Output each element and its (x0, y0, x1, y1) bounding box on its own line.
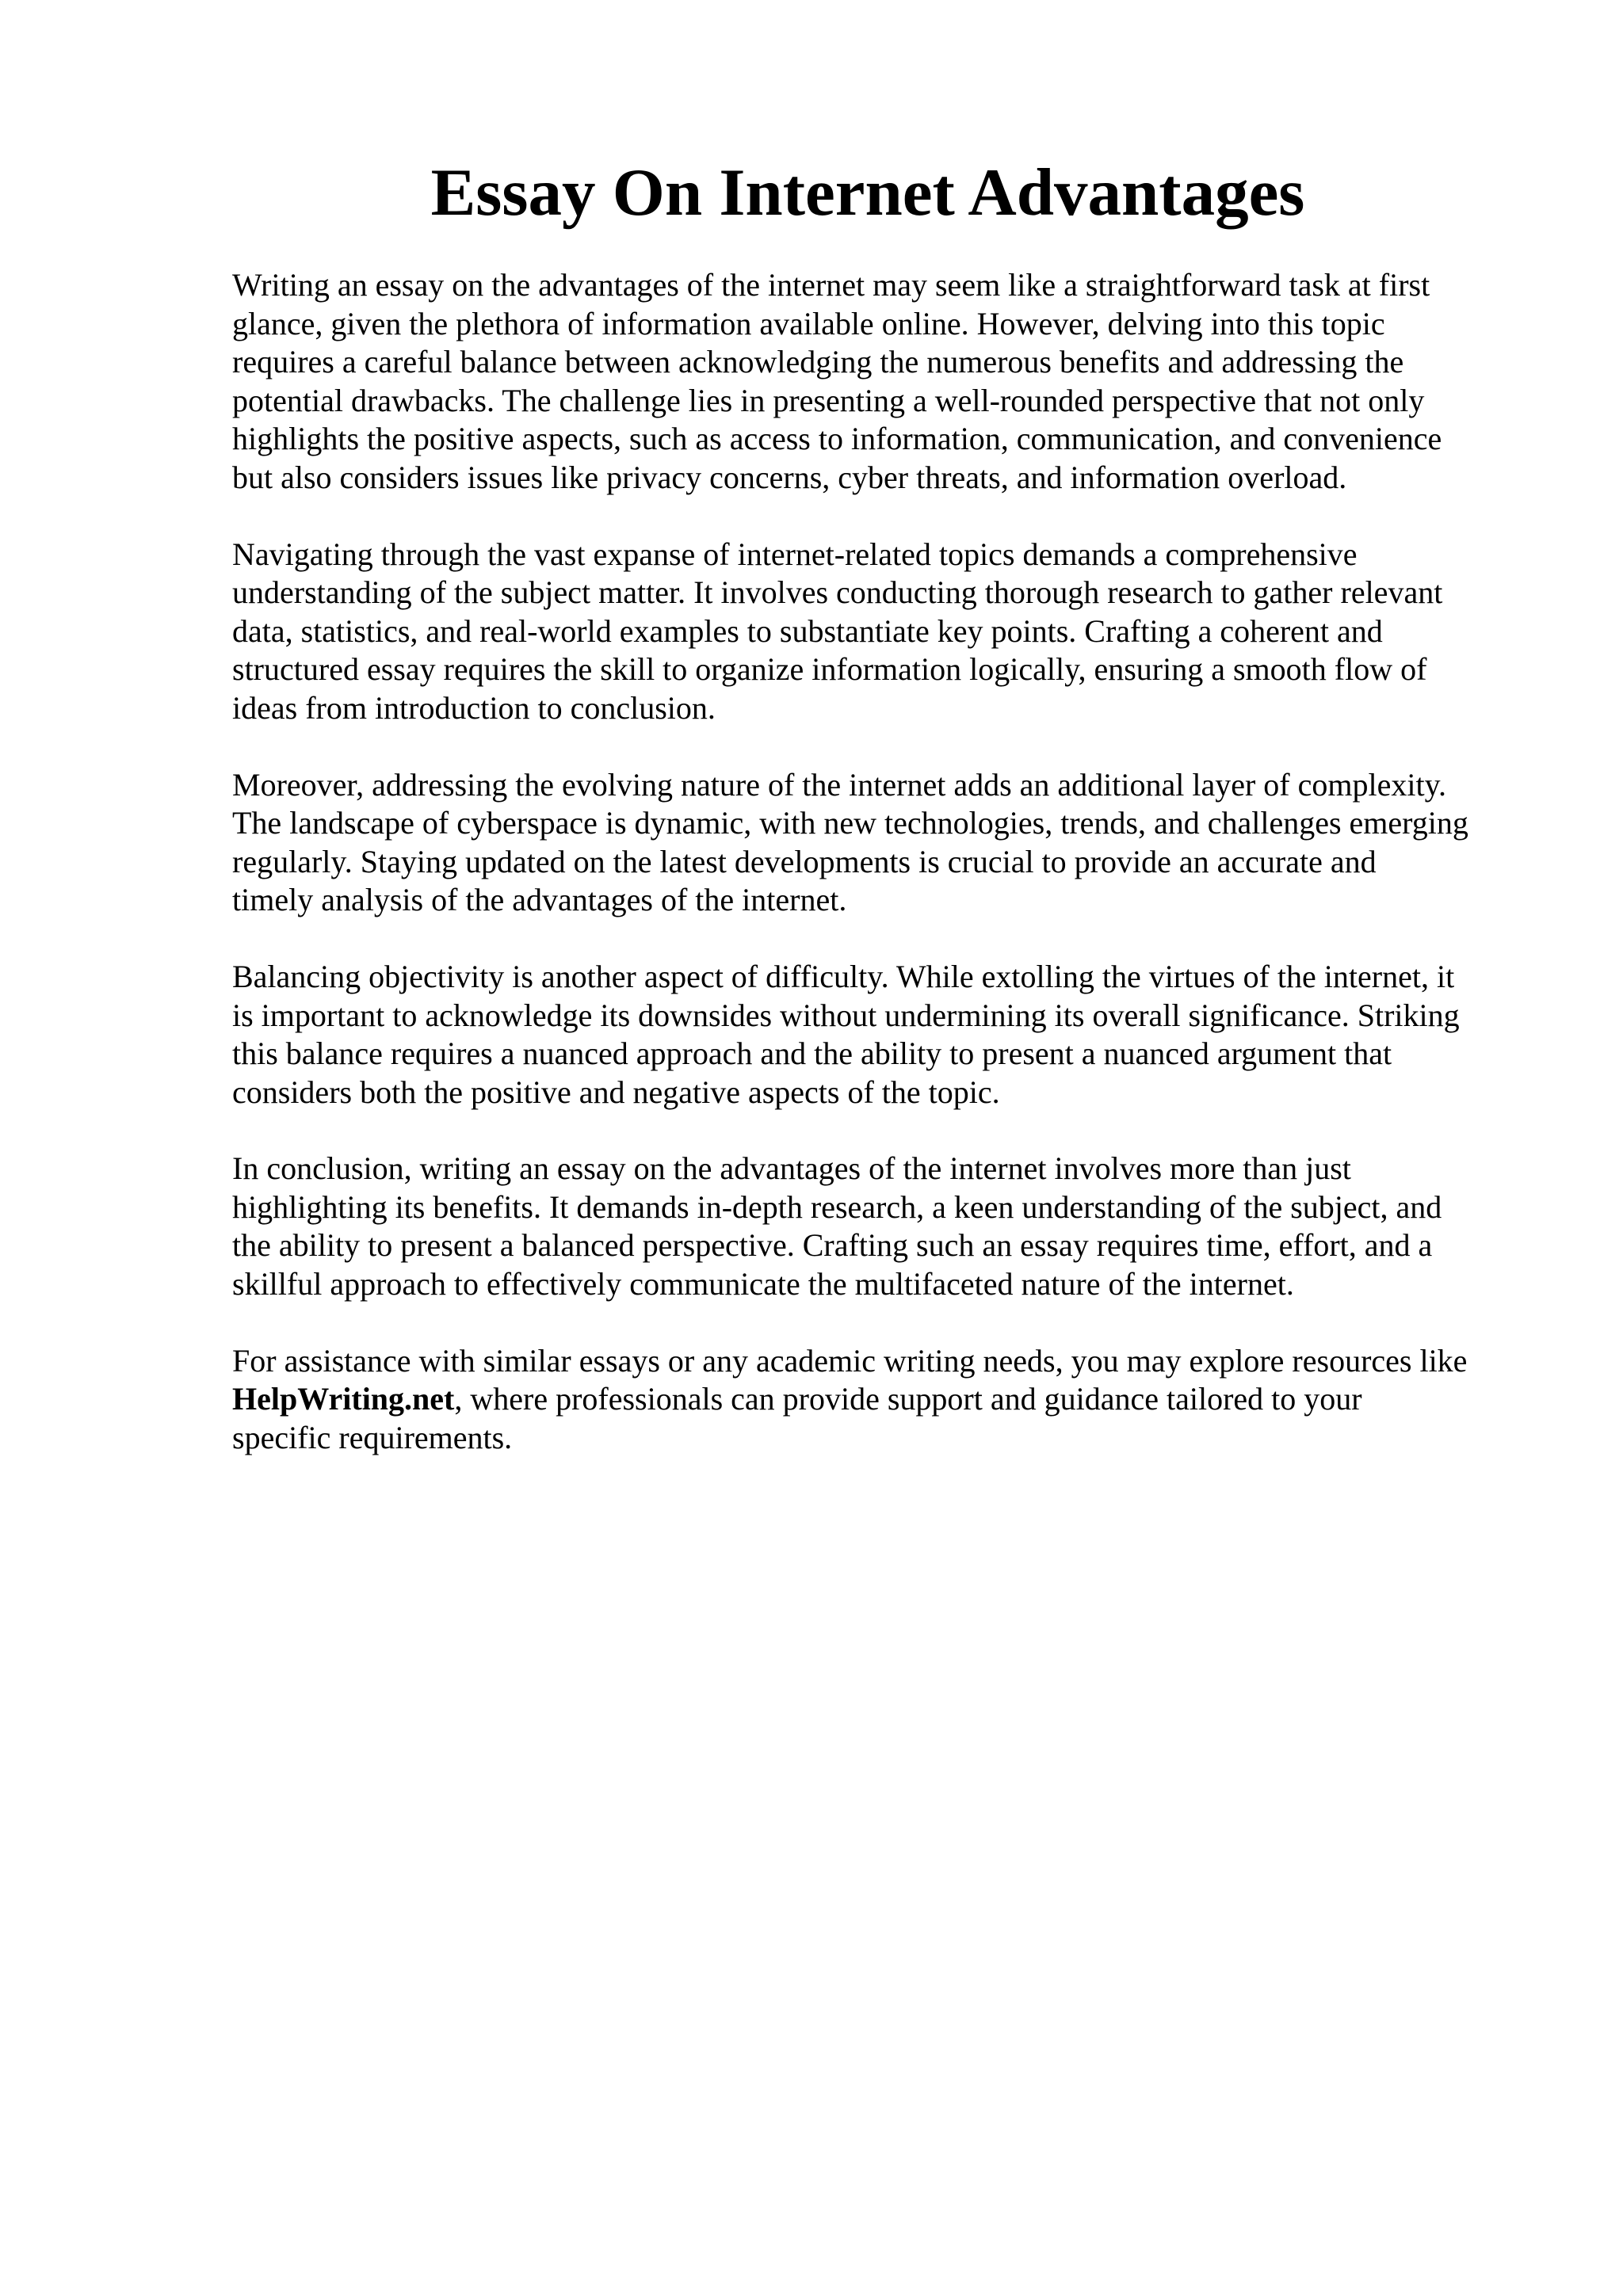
paragraph-line: Balancing objectivity is another aspect of difficulty. While extolling the virtues of the internet, it (232, 958, 1455, 994)
paragraph-line: ideas from introduction to conclusion. (232, 689, 716, 726)
paragraph-line: Moreover, addressing the evolving nature of the internet adds an additional layer of complexity. (232, 766, 1446, 803)
paragraph-line: highlighting its benefits. It demands in-depth research, a keen understanding of the subject, and (232, 1188, 1442, 1225)
brand-name: HelpWriting.net (232, 1381, 455, 1417)
paragraph-line: structured essay requires the skill to organize information logically, ensuring a smooth flow of (232, 651, 1427, 688)
paragraph-3 (232, 766, 1532, 920)
closing-line-rest: , where professionals can provide support and guidance tailored to your (454, 1381, 1362, 1417)
paragraph-line: but also considers issues like privacy concerns, cyber threats, and information overload. (232, 459, 1347, 495)
paragraph-line: For assistance with similar essays or any academic writing needs, you may explore resources like (232, 1342, 1468, 1379)
paragraph-line: the ability to present a balanced perspective. Crafting such an essay requires time, effort, and a (232, 1227, 1433, 1264)
paragraph-line: In conclusion, writing an essay on the advantages of the internet involves more than just (232, 1150, 1351, 1187)
paragraph-1 (232, 266, 1532, 498)
paragraph-line: potential drawbacks. The challenge lies in presenting a well-rounded perspective that not only (232, 382, 1425, 418)
paragraph-line: Navigating through the vast expanse of internet-related topics demands a comprehensive (232, 536, 1358, 572)
paragraph-line: specific requirements. (232, 1419, 513, 1455)
paragraph-line: Writing an essay on the advantages of the internet may seem like a straightforward task at first (232, 267, 1430, 303)
paragraph-line: data, statistics, and real-world examples to substantiate key points. Crafting a coherent and (232, 612, 1383, 649)
paragraph-4 (232, 958, 1532, 1112)
page-title: Essay On Internet Advantages (430, 155, 1305, 230)
paragraph-line: this balance requires a nuanced approach and the ability to present a nuanced argument that (232, 1035, 1392, 1072)
paragraph-line: understanding of the subject matter. It involves conducting thorough research to gather relevant (232, 574, 1443, 611)
essay-body (232, 266, 1532, 1495)
paragraph-line: glance, given the plethora of information available online. However, delving into this topic (232, 305, 1385, 341)
closing-paragraph (232, 1342, 1532, 1458)
paragraph-line: highlights the positive aspects, such as access to information, communication, and convenience (232, 421, 1442, 457)
paragraph-line: timely analysis of the advantages of the internet. (232, 882, 847, 918)
paragraph-5 (232, 1150, 1532, 1303)
paragraph-line: The landscape of cyberspace is dynamic, with new technologies, trends, and challenges emerging (232, 805, 1468, 841)
paragraph-2 (232, 536, 1532, 728)
paragraph-line (232, 1380, 1532, 1419)
paragraph-line: is important to acknowledge its downsides without undermining its overall significance. Striking (232, 997, 1460, 1033)
paragraph-line: considers both the positive and negative aspects of the topic. (232, 1074, 1000, 1110)
paragraph-line: regularly. Staying updated on the latest developments is crucial to provide an accurate and (232, 843, 1377, 879)
paragraph-line: requires a careful balance between acknowledging the numerous benefits and addressing the (232, 344, 1404, 380)
paragraph-line: skillful approach to effectively communicate the multifaceted nature of the internet. (232, 1266, 1294, 1302)
